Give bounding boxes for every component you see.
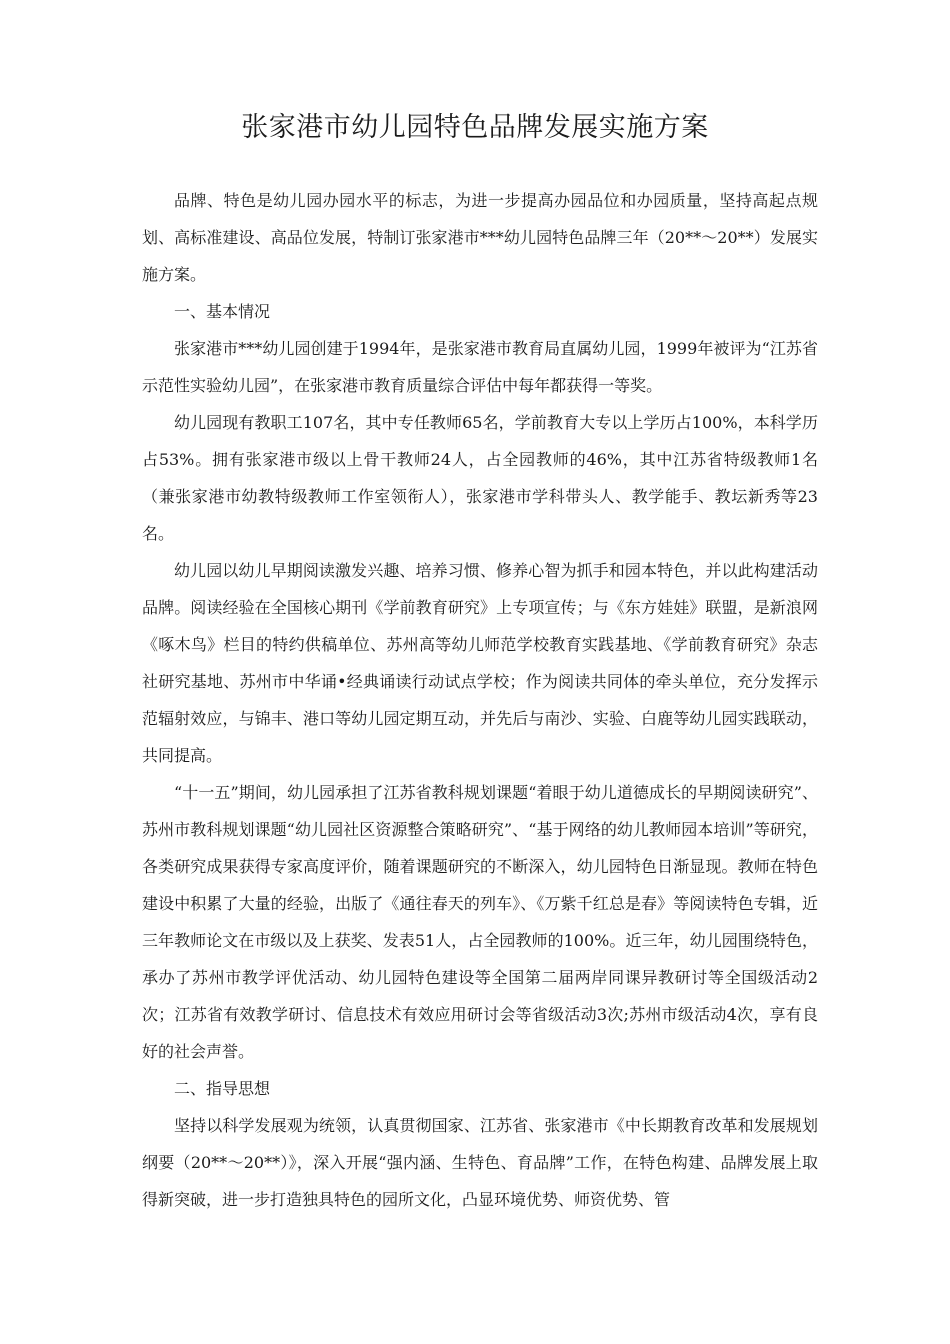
paragraph-staff: 幼儿园现有教职工107名，其中专任教师65名，学前教育大专以上学历占100%，本科学历占53%。拥有张家港市级以上骨干教师24人，占全园教师的46%，其中江苏省特级教师1名（兼张家港市幼教特级教师工作室领衔人），张家港市学科带头人、教学能手、教坛新秀等23名。 [142, 413, 818, 543]
document-title: 张家港市幼儿园特色品牌发展实施方案 [241, 112, 709, 143]
paragraph-guiding-ideology: 坚持以科学发展观为统领，认真贯彻国家、江苏省、张家港市《中长期教育改革和发展规划纲要（20**～20**）》，深入开展“强内涵、生特色、育品牌”工作，在特色构建、品牌发展上取得新突破，进一步打造独具特色的园所文化，凸显环境优势、师资优势、管 [142, 1116, 818, 1209]
paragraph-reading-brand: 幼儿园以幼儿早期阅读激发兴趣、培养习惯、修养心智为抓手和园本特色，并以此构建活动品牌。阅读经验在全国核心期刊《学前教育研究》上专项宣传；与《东方娃娃》联盟，是新浪网《啄木鸟》栏目的特约供稿单位、苏州高等幼儿师范学校教育实践基地、《学前教育研究》杂志社研究基地、苏州市中华诵•经典诵读行动试点学校；作为阅读共同体的牵头单位，充分发挥示范辐射效应，与锦丰、港口等幼儿园定期互动，并先后与南沙、实验、白鹿等幼儿园实践联动，共同提高。 [142, 561, 818, 765]
section-heading-basic-situation: 一、基本情况 [174, 302, 271, 321]
section-heading-guiding-ideology: 二、指导思想 [174, 1079, 271, 1098]
intro-paragraph: 品牌、特色是幼儿园办园水平的标志，为进一步提高办园品位和办园质量，坚持高起点规划、高标准建设、高品位发展，特制订张家港市***幼儿园特色品牌三年（20**～20**）发展实施方案。 [142, 191, 818, 284]
document-body [142, 182, 818, 1218]
paragraph-founding: 张家港市***幼儿园创建于1994年，是张家港市教育局直属幼儿园，1999年被评为“江苏省示范性实验幼儿园”，在张家港市教育质量综合评估中每年都获得一等奖。 [142, 339, 818, 395]
paragraph-research: “十一五”期间，幼儿园承担了江苏省教科规划课题“着眼于幼儿道德成长的早期阅读研究”、苏州市教科规划课题“幼儿园社区资源整合策略研究”、“基于网络的幼儿教师园本培训”等研究，各类研究成果获得专家高度评价，随着课题研究的不断深入，幼儿园特色日渐显现。教师在特色建设中积累了大量的经验，出版了《通往春天的列车》、《万紫千红总是春》等阅读特色专辑，近三年教师论文在市级以及上获奖、发表51人，占全园教师的100%。近三年，幼儿园围绕特色，承办了苏州市教学评优活动、幼儿园特色建设等全国第二届两岸同课异教研讨等全国级活动2次；江苏省有效教学研讨、信息技术有效应用研讨会等省级活动3次;苏州市级活动4次，享有良好的社会声誉。 [142, 783, 818, 1061]
